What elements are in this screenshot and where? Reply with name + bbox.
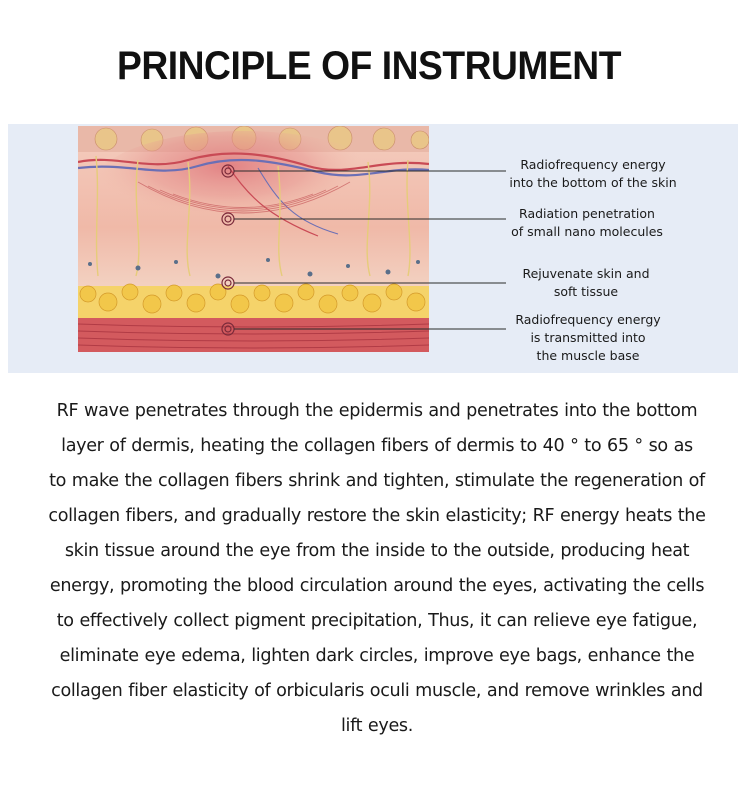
paragraph-line: lift eyes. — [341, 716, 413, 736]
paragraph-line: to make the collagen fibers shrink and tighten, stimulate the regeneration of — [49, 471, 705, 491]
fat-layer — [78, 284, 429, 318]
paragraph-line: collagen fiber elasticity of orbicularis oculi muscle, and remove wrinkles and — [51, 681, 703, 701]
label-rf-energy-muscle: Radiofrequency energy is transmitted into the muscle base — [515, 312, 661, 363]
paragraph-line: skin tissue around the eye from the inside to the outside, producing heat — [64, 541, 690, 561]
page-title: PRINCIPLE OF INSTRUMENT — [117, 44, 621, 88]
paragraph-line: RF wave penetrates through the epidermis and penetrates into the bottom — [56, 401, 698, 421]
skin-cross-section-illustration — [78, 126, 429, 352]
label-rejuvenate-skin: Rejuvenate skin and soft tissue — [522, 266, 650, 299]
paragraph-line: layer of dermis, heating the collagen fibers of dermis to 40 ° to 65 ° so as — [61, 436, 693, 456]
label-radiation-penetration: Radiation penetration of small nano molecules — [511, 206, 663, 239]
label-rf-energy-bottom: Radiofrequency energy into the bottom of the skin — [509, 157, 677, 190]
paragraph-line: collagen fibers, and gradually restore the skin elasticity; RF energy heats the — [48, 506, 706, 526]
description-paragraph — [22, 394, 732, 744]
muscle-layer — [78, 318, 429, 352]
paragraph-line: eliminate eye edema, lighten dark circles, improve eye bags, enhance the — [59, 646, 695, 666]
paragraph-line: to effectively collect pigment precipitation, Thus, it can relieve eye fatigue, — [56, 611, 698, 631]
paragraph-line: energy, promoting the blood circulation around the eyes, activating the cells — [49, 576, 705, 596]
